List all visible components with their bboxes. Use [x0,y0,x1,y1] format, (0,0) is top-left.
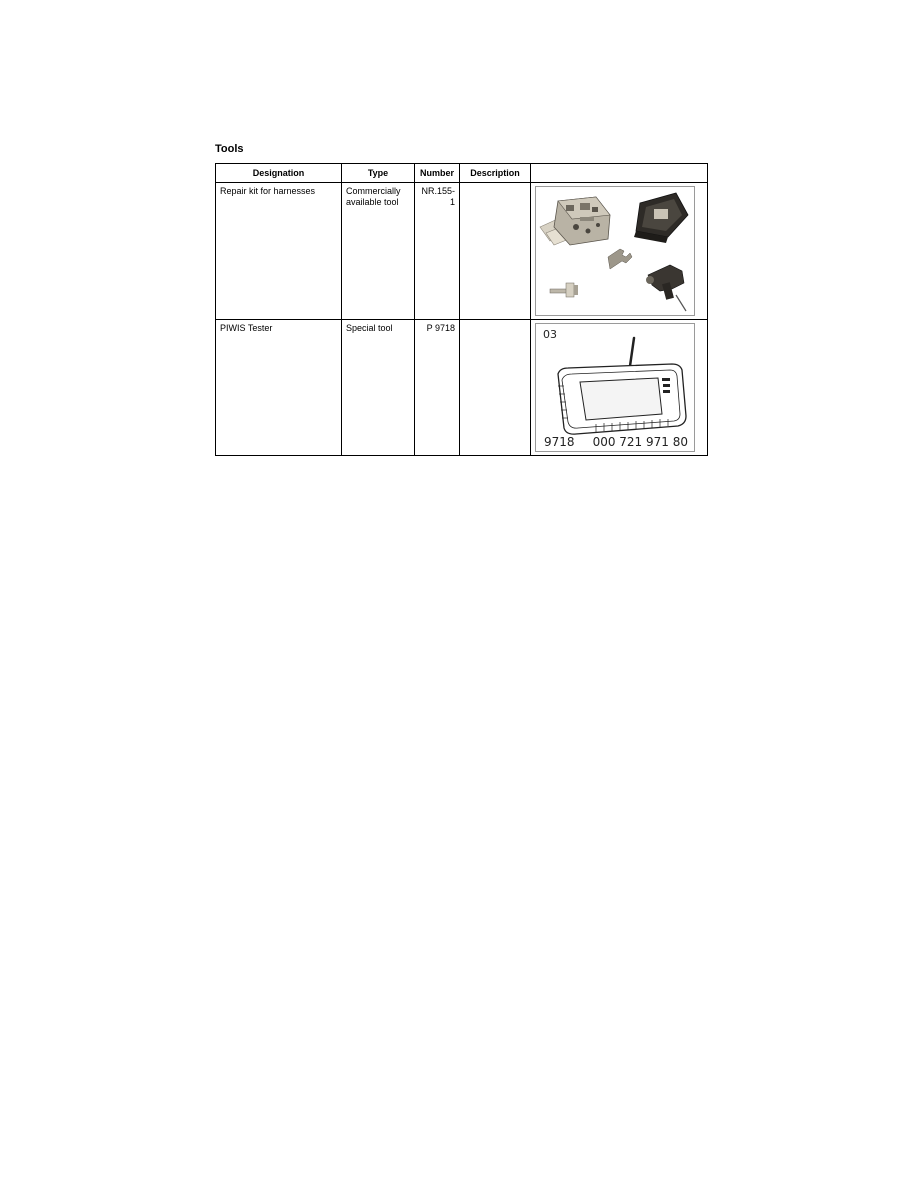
cell-number: P 9718 [415,320,460,456]
image-label-top-left: 03 [543,328,557,341]
header-designation: Designation [216,164,342,183]
table-row [216,320,708,456]
piwis-tester-image [535,323,695,452]
cell-number: NR.155-1 [415,183,460,320]
cell-type: Special tool [342,320,415,456]
image-label-bottom-right: 000 721 971 80 [592,435,688,449]
table-row [216,183,708,320]
header-image [531,164,708,183]
header-number: Number [415,164,460,183]
tablet-icon [536,324,694,451]
cell-designation: PIWIS Tester [216,320,342,456]
repair-kit-image [535,186,695,316]
repair-kit-icon [536,187,694,315]
section-title: Tools [215,143,244,155]
cell-image [531,320,708,456]
cell-designation: Repair kit for harnesses [216,183,342,320]
cell-description [460,320,531,456]
cell-image [531,183,708,320]
image-label-bottom-left: 9718 [544,435,575,449]
header-type: Type [342,164,415,183]
table-header-row [216,164,708,183]
cell-type: Commercially available tool [342,183,415,320]
header-description: Description [460,164,531,183]
tools-table [215,163,708,456]
cell-description [460,183,531,320]
